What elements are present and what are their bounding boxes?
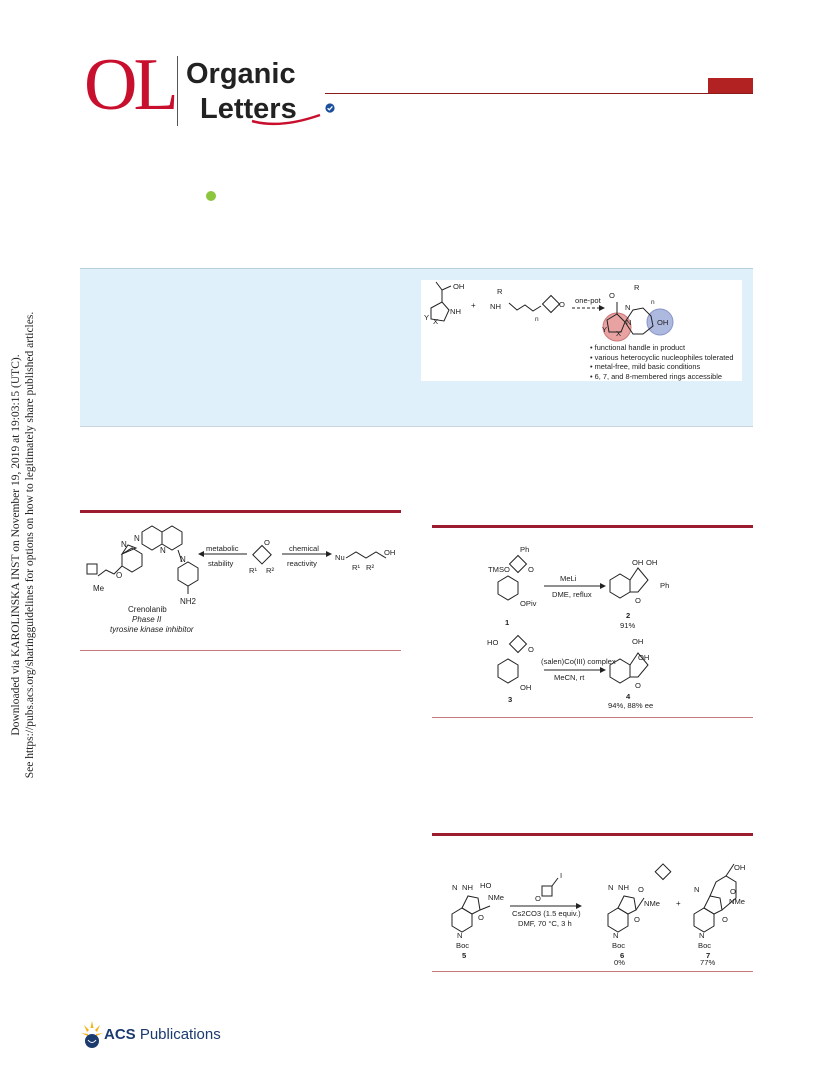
figure3-compound-number: 5 bbox=[462, 951, 467, 960]
download-notice-line2: See https://pubs.acs.org/sharingguidelines for options on how to legitimately share published articles. bbox=[24, 311, 36, 779]
figure2-row1-product-label: O bbox=[635, 596, 641, 605]
figure3-product2-label: OH bbox=[734, 863, 746, 872]
figure2-row2-product-label: OH bbox=[638, 653, 650, 662]
figure3-sm-label: N bbox=[457, 931, 463, 940]
figure1-r-label: R² bbox=[266, 566, 275, 575]
toc-product-label: N bbox=[625, 303, 631, 312]
figure2-top-bar bbox=[432, 525, 753, 528]
figure1-r-label: R¹ bbox=[249, 566, 258, 575]
figure1-atom: O bbox=[116, 571, 123, 580]
toc-reagent-label: X bbox=[433, 317, 439, 326]
figure2-row1-reactant-label: TMSO bbox=[488, 565, 510, 574]
figure3-product2-label: O bbox=[722, 915, 728, 924]
figure1-atom: NH2 bbox=[180, 597, 197, 606]
figure1-bottom-rule bbox=[80, 650, 401, 651]
toc-reagent-label: Y bbox=[424, 313, 430, 322]
figure2-row2-yield: 94%, 88% ee bbox=[608, 701, 654, 710]
figure2-row1-reactant-label: Ph bbox=[520, 545, 530, 554]
figure3-conditions2: DMF, 70 °C, 3 h bbox=[518, 919, 572, 928]
figure3-product2-label: NMe bbox=[729, 897, 746, 906]
toc-bullet: • functional handle in product bbox=[590, 343, 686, 352]
acs-logo-icon[interactable] bbox=[80, 1019, 104, 1051]
download-notice bbox=[4, 311, 42, 779]
toc-product-label: Y bbox=[602, 325, 608, 334]
figure3-reagent-label: O bbox=[535, 894, 541, 903]
figure2-row2-reactant-label: OH bbox=[520, 683, 532, 692]
figure1-left-arrow-bottom: stability bbox=[208, 559, 234, 568]
figure2-row1-reactant-label: O bbox=[528, 565, 534, 574]
toc-reagent-label: NH bbox=[490, 302, 501, 311]
figure1-product-label: R¹ bbox=[352, 563, 361, 572]
figure3-plus: + bbox=[676, 899, 681, 908]
toc-bullet: • various heterocyclic nucleophiles tolerated bbox=[590, 352, 734, 362]
download-notice-line1: Downloaded via KAROLINSKA INST on November 19, 2019 at 19:03:15 (UTC). bbox=[10, 354, 22, 736]
toc-arrow-label: one-pot bbox=[575, 296, 601, 305]
figure3-product2-yield: 77% bbox=[700, 958, 716, 967]
figure1-atom: N bbox=[121, 540, 127, 549]
figure2-row2-product-label: O bbox=[635, 681, 641, 690]
toc-reagent-label: n bbox=[535, 316, 539, 323]
toc-reagent-label: O bbox=[559, 300, 565, 309]
figure2-row2-product-label: OH bbox=[632, 637, 644, 646]
toc-reagent-label: OH bbox=[453, 282, 465, 291]
journal-name-line2: Letters bbox=[200, 93, 297, 125]
figure2-scheme bbox=[432, 530, 753, 714]
figure1-drug-class: tyrosine kinase inhibitor bbox=[110, 625, 194, 634]
figure1-atom: Me bbox=[93, 584, 105, 593]
figure3-product2-label: N bbox=[694, 885, 700, 894]
figure1-product-label: R² bbox=[366, 563, 375, 572]
figure3-product1-yield: 0% bbox=[614, 958, 625, 967]
figure2-compound-number: 4 bbox=[626, 692, 631, 701]
header-rule bbox=[325, 93, 753, 94]
toc-product-label: N bbox=[626, 318, 632, 327]
toc-bullet: • metal-free, mild basic conditions bbox=[590, 362, 701, 372]
figure3-product2-label: Boc bbox=[698, 941, 712, 950]
toc-bullet-list bbox=[590, 343, 734, 381]
figure2-compound-number: 1 bbox=[505, 618, 510, 627]
figure1-product-label: Nu bbox=[335, 553, 345, 562]
figure3-sm-label: N bbox=[452, 883, 458, 892]
article-type-tab bbox=[708, 78, 753, 93]
toc-product-label: R bbox=[634, 283, 640, 292]
figure1-atom: N bbox=[134, 534, 140, 543]
abstract-rule bbox=[80, 426, 753, 427]
figure3-product2-label: N bbox=[699, 931, 705, 940]
figure2-row1-yield: 91% bbox=[620, 621, 636, 630]
figure3-sm-label: Boc bbox=[456, 941, 470, 950]
figure1-drug-name: Crenolanib bbox=[128, 605, 167, 614]
figure2-row2-reactant-label: O bbox=[528, 645, 534, 654]
figure3-bottom-rule bbox=[432, 971, 753, 972]
figure1-right-arrow-bottom: reactivity bbox=[287, 559, 317, 568]
figure2-row2-conditions: MeCN, rt bbox=[554, 673, 585, 682]
toc-reagent-label: NH bbox=[450, 307, 461, 316]
toc-product-label: X bbox=[616, 329, 622, 338]
figure3-product1-label: NH bbox=[618, 883, 629, 892]
figure3-sm-label: O bbox=[478, 913, 484, 922]
figure2-bottom-rule bbox=[432, 717, 753, 718]
figure2-compound-number: 2 bbox=[626, 611, 631, 620]
figure3-product1-label: N bbox=[608, 883, 614, 892]
figure3-product1-label: NMe bbox=[644, 899, 661, 908]
verified-check-icon bbox=[325, 103, 335, 113]
figure1-oxetane-label: O bbox=[264, 538, 270, 547]
figure1-right-arrow-top: chemical bbox=[289, 544, 319, 553]
logo-divider bbox=[177, 56, 178, 126]
open-access-icon[interactable] bbox=[206, 191, 216, 201]
publisher-name-rest: Publications bbox=[135, 1026, 221, 1043]
figure2-compound-number: 3 bbox=[508, 695, 513, 704]
figure2-row2-reactant-label: HO bbox=[487, 638, 499, 647]
figure2-row1-product-label: OH bbox=[632, 558, 644, 567]
figure2-row1-reagent: MeLi bbox=[560, 574, 577, 583]
figure1-drug-phase: Phase II bbox=[132, 615, 162, 624]
figure1-scheme bbox=[80, 514, 401, 646]
figure2-row1-conditions: DME, reflux bbox=[552, 590, 592, 599]
figure1-atom: N bbox=[160, 546, 166, 555]
figure3-conditions1: Cs2CO3 (1.5 equiv.) bbox=[512, 909, 581, 918]
publisher-name[interactable] bbox=[104, 1026, 221, 1043]
figure3-sm-label: HO bbox=[480, 881, 492, 890]
figure1-product-label: OH bbox=[384, 548, 396, 557]
figure1-top-bar bbox=[80, 510, 401, 513]
figure3-top-bar bbox=[432, 833, 753, 836]
figure2-row1-product-label: Ph bbox=[660, 581, 670, 590]
figure2-row1-product-label: OH bbox=[646, 558, 658, 567]
toc-plus: + bbox=[471, 301, 476, 310]
figure2-row1-reactant-label: OPiv bbox=[520, 599, 537, 608]
figure3-product1-label: Boc bbox=[612, 941, 626, 950]
toc-product-label: n bbox=[651, 299, 655, 306]
figure3-scheme bbox=[432, 842, 753, 968]
figure3-product1-label: O bbox=[634, 915, 640, 924]
figure3-product1-label: O bbox=[638, 885, 644, 894]
figure2-row2-reagent: (salen)Co(III) complex bbox=[541, 657, 616, 666]
figure3-sm-label: NMe bbox=[488, 893, 505, 902]
toc-product-label: O bbox=[609, 291, 615, 300]
figure3-compound-number: 6 bbox=[620, 951, 625, 960]
toc-product-label: OH bbox=[657, 318, 669, 327]
figure1-left-arrow-top: metabolic bbox=[206, 544, 239, 553]
figure3-sm-label: NH bbox=[462, 883, 473, 892]
toc-bullet: • 6, 7, and 8-membered rings accessible bbox=[590, 371, 722, 381]
journal-name-line1: Organic bbox=[186, 58, 296, 90]
figure3-product1-label: N bbox=[613, 931, 619, 940]
figure3-reagent-label: I bbox=[560, 871, 563, 880]
figure3-compound-number: 7 bbox=[706, 951, 711, 960]
toc-reagent-label: R bbox=[497, 287, 503, 296]
journal-logo-letters[interactable]: OL bbox=[84, 44, 175, 126]
figure3-product2-label: O bbox=[730, 887, 736, 896]
logo-swoosh-icon bbox=[250, 113, 322, 129]
figure1-atom: N bbox=[180, 555, 186, 564]
publisher-name-bold: ACS bbox=[104, 1026, 136, 1043]
